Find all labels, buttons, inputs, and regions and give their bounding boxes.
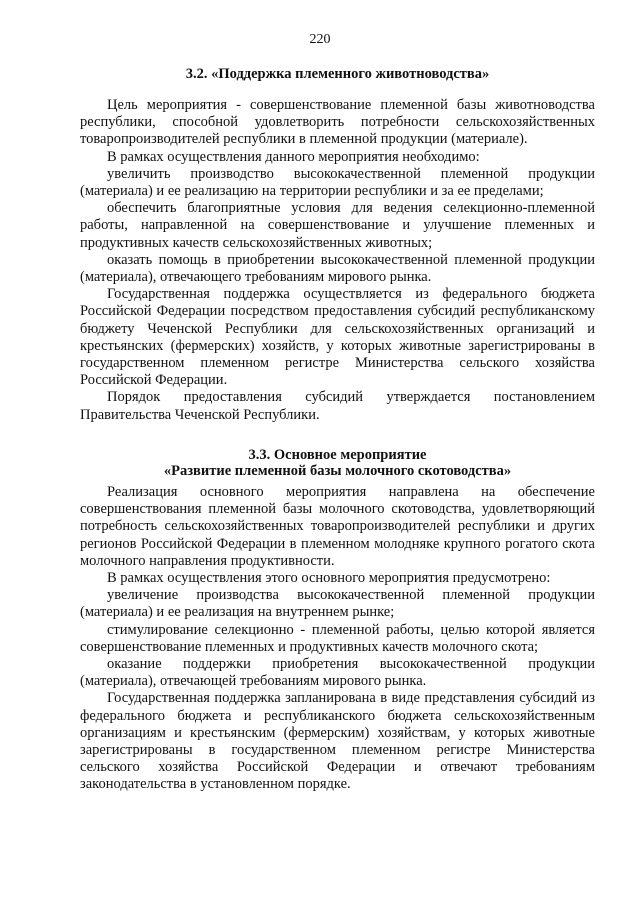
paragraph: Цель мероприятия - совершенствование племенной базы животноводства республики, способной удовлетворить потребности сельскохозяйственных товаропроизводителей республики в племенной продукции (материале). <box>80 97 595 148</box>
paragraph: В рамках осуществления этого основного мероприятия предусмотрено: <box>107 570 551 587</box>
section-heading-line-2: «Развитие племенной базы молочного скотоводства» <box>163 463 512 479</box>
paragraph: увеличить производство высококачественной племенной продукции (материала) и ее реализацию на территории республики и за ее пределами; <box>80 165 595 200</box>
paragraph: Реализация основного мероприятия направлена на обеспечение совершенствования племенной базы молочного скотоводства, удовлетворяющий потребность сельскохозяйственных товаропроизводителей республики и других регионов Российской Федерации в племенном молодняке крупного рогатого скота молочного направления продуктивности. <box>80 484 595 569</box>
section-heading-line-1: 3.3. Основное мероприятие <box>248 447 427 463</box>
section-body-dairy-breeding <box>80 484 595 794</box>
paragraph: оказание поддержки приобретения высококачественной продукции (материала), отвечающей требованиям мирового рынка. <box>80 656 595 690</box>
section-heading-support-breeding: 3.2. «Поддержка племенного животноводства» <box>185 66 490 82</box>
paragraph: увеличение производства высококачественной племенной продукции (материала) и ее реализация на внутреннем рынке; <box>80 587 595 621</box>
page-number: 220 <box>309 32 331 47</box>
paragraph: оказать помощь в приобретении высококачественной племенной продукции (материала), отвечающего требованиям мирового рынка. <box>80 251 595 286</box>
section-body-support-breeding <box>80 97 595 424</box>
paragraph: Государственная поддержка осуществляется из федерального бюджета Российской Федерации посредством предоставления субсидий республиканскому бюджету Чеченской Республики для сельскохозяйственных организаций и крестьянских (фермерских) хозяйств, у которых животные зарегистрированы в государственном племенном регистре Министерства сельского хозяйства Российской Федерации. <box>80 286 595 389</box>
paragraph: стимулирование селекционно - племенной работы, целью которой является совершенствование племенных и продуктивных качеств молочного скота; <box>80 621 595 655</box>
paragraph: В рамках осуществления данного мероприятия необходимо: <box>107 148 480 165</box>
paragraph: Государственная поддержка запланирована в виде представления субсидий из федерального бюджета и республиканского бюджета сельскохозяйственным организациям и крестьянским (фермерским) хозяйствам, у которых животные зарегистрированы в государственном племенном регистре Министерства сельского хозяйства Российской Федерации и отвечают требованиям законодательства в установленном порядке. <box>80 690 595 793</box>
paragraph: обеспечить благоприятные условия для ведения селекционно-племенной работы, направленной на совершенствование и улучшение племенных и продуктивных качеств сельскохозяйственных животных; <box>80 200 595 251</box>
paragraph: Порядок предоставления субсидий утверждается постановлением Правительства Чеченской Республики. <box>80 389 595 423</box>
section-heading-dairy-breeding <box>80 447 595 479</box>
